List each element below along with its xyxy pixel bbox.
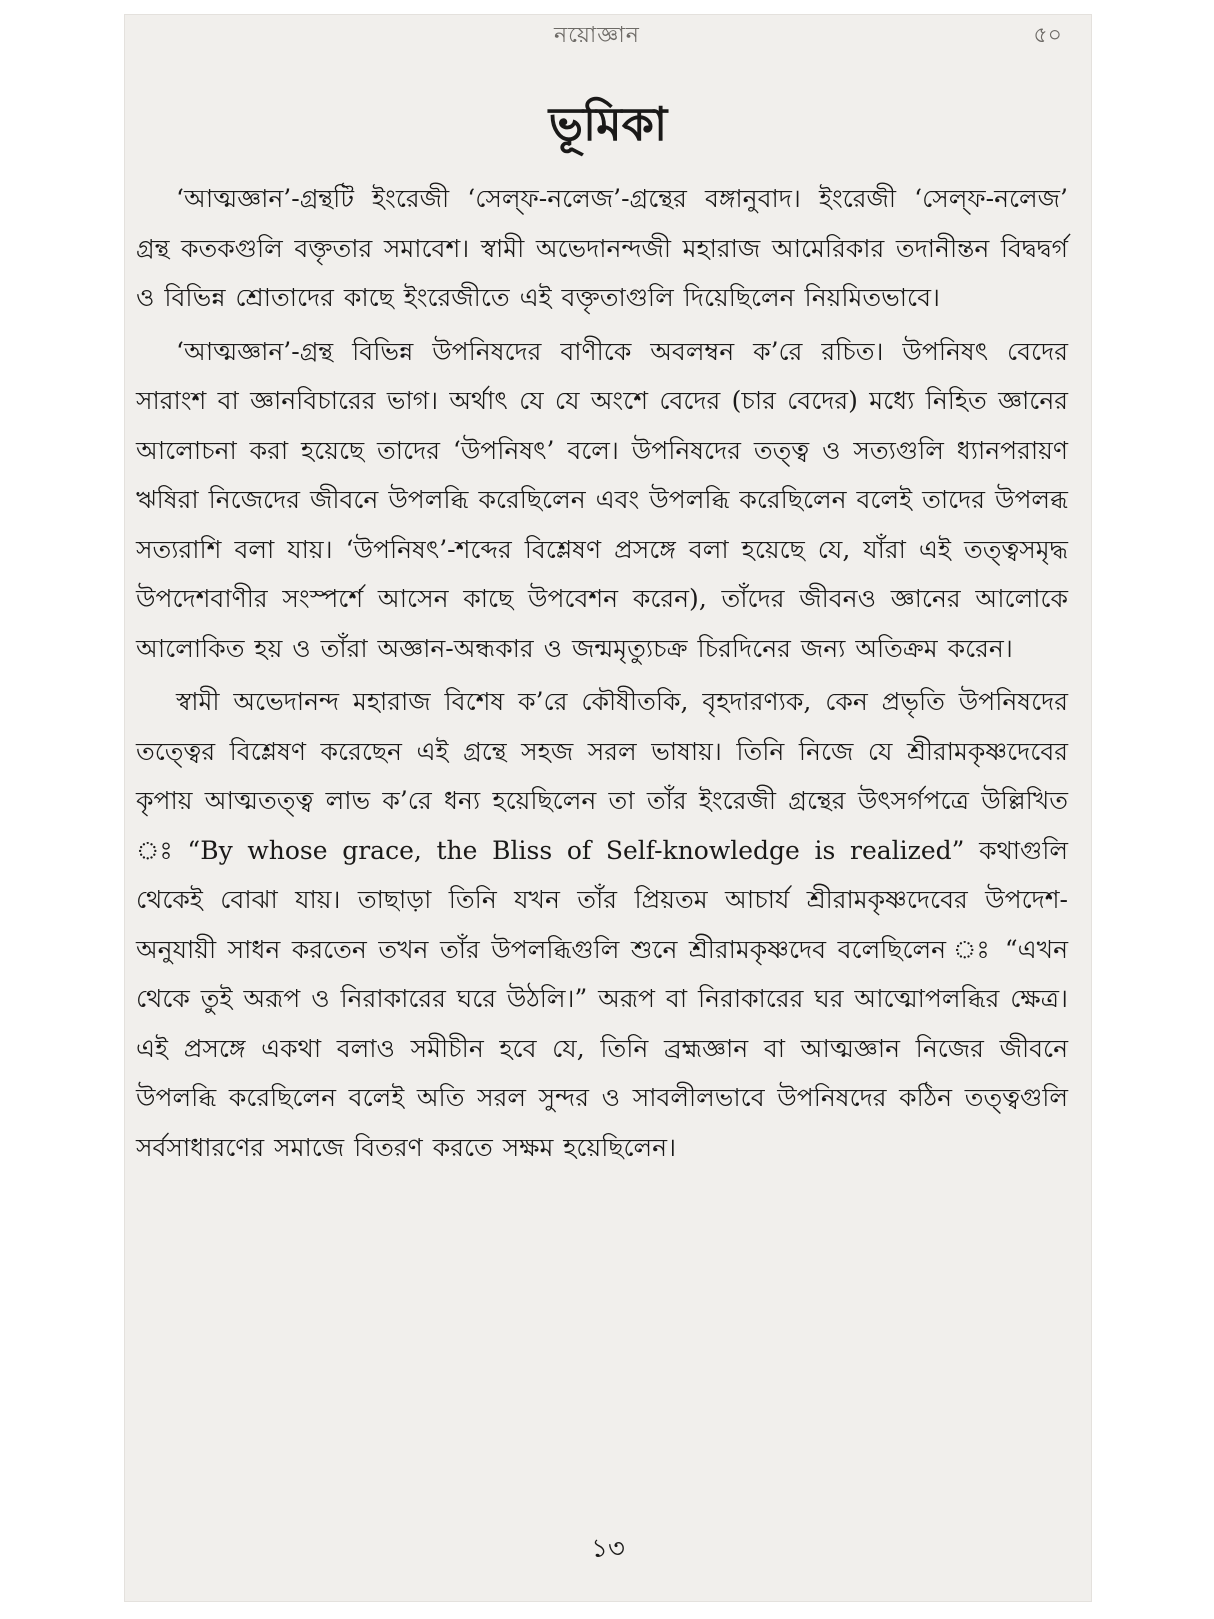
running-head: নয়োজ্ঞান bbox=[554, 23, 640, 48]
page-title: ভূমিকা bbox=[548, 97, 668, 151]
paragraph-2: ‘আত্মজ্ঞান’-গ্রন্থ বিভিন্ন উপনিষদের বাণীকে অবলম্বন ক’রে রচিত। উপনিষৎ বেদের সারাংশ বা জ্ঞানবিচারের ভাগ। অর্থাৎ যে যে অংশে বেদের (চার বেদের) মধ্যে নিহিত জ্ঞানের আলোচনা করা হয়েছে তাদের ‘উপনিষৎ’ বলে। উপনিষদের তত্ত্ব ও সত্যগুলি ধ্যানপরায়ণ ঋষিরা নিজেদের জীবনে উপলব্ধি করেছিলেন এবং উপলব্ধি করেছিলেন বলেই তাদের উপলব্ধ সত্যরাশি বলা যায়। ‘উপনিষৎ’-শব্দের বিশ্লেষণ প্রসঙ্গে বলা হয়েছে যে, যাঁরা এই তত্ত্বসমৃদ্ধ উপদেশবাণীর সংস্পর্শে আসেন কাছে উপবেশন করেন), তাঁদের জীবনও জ্ঞানের আলোকে আলোকিত হয় ও তাঁরা অজ্ঞান-অন্ধকার ও জন্মমৃত্যুচক্র চিরদিনের জন্য অতিক্রম করেন। bbox=[136, 336, 1068, 663]
corner-page-number: ৫০ bbox=[1033, 23, 1062, 48]
body-text bbox=[136, 174, 1068, 1176]
paragraph-3: স্বামী অভেদানন্দ মহারাজ বিশেষ ক’রে কৌষীতকি, বৃহদারণ্যক, কেন প্রভৃতি উপনিষদের তত্ত্বের বিশ্লেষণ করেছেন এই গ্রন্থে সহজ সরল ভাষায়। তিনি নিজে যে শ্রীরামকৃষ্ণদেবের কৃপায় আত্মতত্ত্ব লাভ ক’রে ধন্য হয়েছিলেন তা তাঁর ইংরেজী গ্রন্থের উৎসর্গপত্রে উল্লিখিত ঃ “By whose grace, the Bliss of Self-knowledge is realized” কথাগুলি থেকেই বোঝা যায়। তাছাড়া তিনি যখন তাঁর প্রিয়তম আচার্য শ্রীরামকৃষ্ণদেবের উপদেশ-অনুযায়ী সাধন করতেন তখন তাঁর উপলব্ধিগুলি শুনে শ্রীরামকৃষ্ণদেব বলেছিলেন ঃ “এখন থেকে তুই অরূপ ও নিরাকারের ঘরে উঠলি।” অরূপ বা নিরাকারের ঘর আত্মোপলব্ধির ক্ষেত্র। এই প্রসঙ্গে একথা বলাও সমীচীন হবে যে, তিনি ব্রহ্মজ্ঞান বা আত্মজ্ঞান নিজের জীবনে উপলব্ধি করেছিলেন বলেই অতি সরল সুন্দর ও সাবলীলভাবে উপনিষদের কঠিন তত্ত্বগুলি সর্বসাধারণের সমাজে বিতরণ করতে সক্ষম হয়েছিলেন। bbox=[136, 687, 1068, 1162]
paragraph-1: ‘আত্মজ্ঞান’-গ্রন্থটি ইংরেজী ‘সেল্‌ফ-নলেজ’-গ্রন্থের বঙ্গানুবাদ। ইংরেজী ‘সেল্‌ফ-নলেজ’ গ্রন্থ কতকগুলি বক্তৃতার সমাবেশ। স্বামী অভেদানন্দজী মহারাজ আমেরিকার তদানীন্তন বিদ্বদ্বর্গ ও বিভিন্ন শ্রোতাদের কাছে ইংরেজীতে এই বক্তৃতাগুলি দিয়েছিলেন নিয়মিতভাবে। bbox=[136, 184, 1068, 312]
book-page bbox=[124, 14, 1092, 1602]
page-number: ১৩ bbox=[591, 1534, 625, 1564]
